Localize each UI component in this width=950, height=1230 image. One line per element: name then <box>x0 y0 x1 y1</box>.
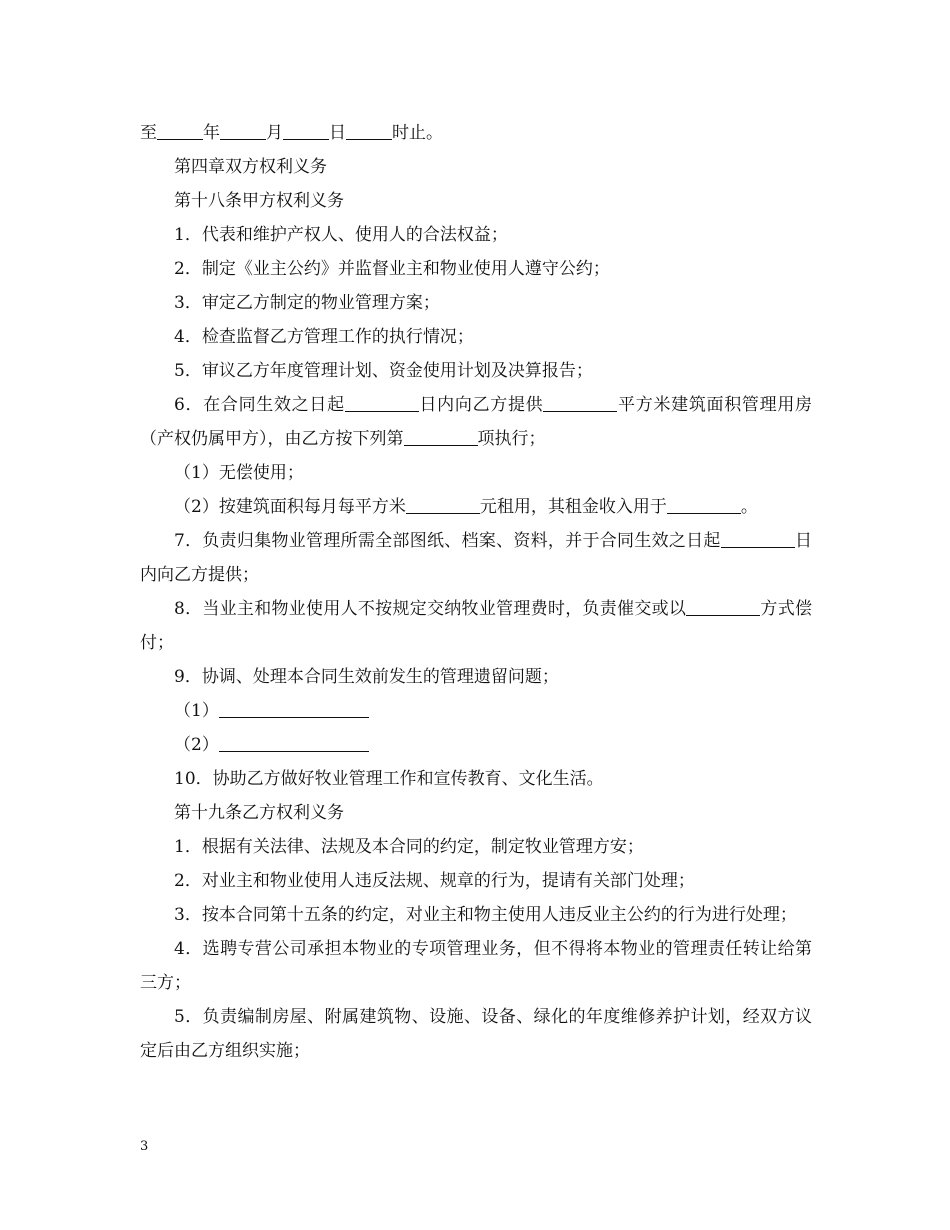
article-18-item-6-option-2: （2）按建筑面积每月每平方米 元租用，其租金收入用于 。 <box>174 497 758 517</box>
article-18-item-3: 3．审定乙方制定的物业管理方案； <box>174 293 440 313</box>
blank-field <box>686 598 760 616</box>
article-18-item-7: 7．负责归集物业管理所需全部图纸、档案、资料，并于合同生效之日起 日内向乙方提供； <box>140 531 812 585</box>
blank-field <box>721 530 795 548</box>
article-18-heading: 第十八条甲方权利义务 <box>174 191 344 211</box>
article-18-item-9-sub-2: （2） <box>140 728 812 762</box>
blank-field <box>346 122 392 140</box>
article-18-item-6-option-1: （1）无偿使用； <box>174 463 304 483</box>
article-19-item-5: 5．负责编制房屋、附属建筑物、设施、设备、绿化的年度维修养护计划，经双方议定后由乙方组织实施； <box>140 1007 812 1061</box>
blank-field <box>219 700 369 718</box>
term-end-line: 至 年 月 日 时止。 <box>140 123 443 143</box>
article-18-item-2: 2．制定《业主公约》并监督业主和物业使用人遵守公约； <box>174 259 610 279</box>
article-18-item-6: 6．在合同生效之日起 日内向乙方提供 平方米建筑面积管理用房（产权仍属甲方），由乙方按下列第 项执行； <box>140 395 813 449</box>
article-18-item-1: 1．代表和维护产权人、使用人的合法权益； <box>174 225 508 245</box>
blank-field <box>667 496 741 514</box>
article-19-item-4: 4．选聘专营公司承担本物业的专项管理业务，但不得将本物业的管理责任转让给第三方； <box>140 939 812 993</box>
article-18-item-9: 9．协调、处理本合同生效前发生的管理遗留问题； <box>174 667 559 687</box>
article-18-item-10: 10．协助乙方做好牧业管理工作和宣传教育、文化生活。 <box>174 769 604 789</box>
article-19-heading: 第十九条乙方权利义务 <box>174 803 344 823</box>
chapter-heading: 第四章双方权利义务 <box>174 157 327 177</box>
blank-field <box>283 122 329 140</box>
document-body <box>140 116 812 1068</box>
blank-field <box>406 496 480 514</box>
article-18-item-9-sub-1: （1） <box>140 694 812 728</box>
blank-field <box>219 734 369 752</box>
article-18-item-8: 8．当业主和物业使用人不按规定交纳牧业管理费时，负责催交或以 方式偿付； <box>140 599 812 653</box>
article-18-item-5: 5．审议乙方年度管理计划、资金使用计划及决算报告； <box>174 361 593 381</box>
blank-field <box>543 394 617 412</box>
article-19-item-2: 2．对业主和物业使用人违反法规、规章的行为，提请有关部门处理； <box>174 871 695 891</box>
blank-field <box>157 122 203 140</box>
blank-field <box>404 428 478 446</box>
article-18-item-4: 4．检查监督乙方管理工作的执行情况； <box>174 327 474 347</box>
article-19-item-3: 3．按本合同第十五条的约定，对业主和物主使用人违反业主公约的行为进行处理； <box>174 905 797 925</box>
blank-field <box>220 122 266 140</box>
article-19-item-1: 1．根据有关法律、法规及本合同的约定，制定牧业管理方安； <box>174 837 644 857</box>
page-number: 3 <box>140 1139 149 1154</box>
blank-field <box>345 394 419 412</box>
